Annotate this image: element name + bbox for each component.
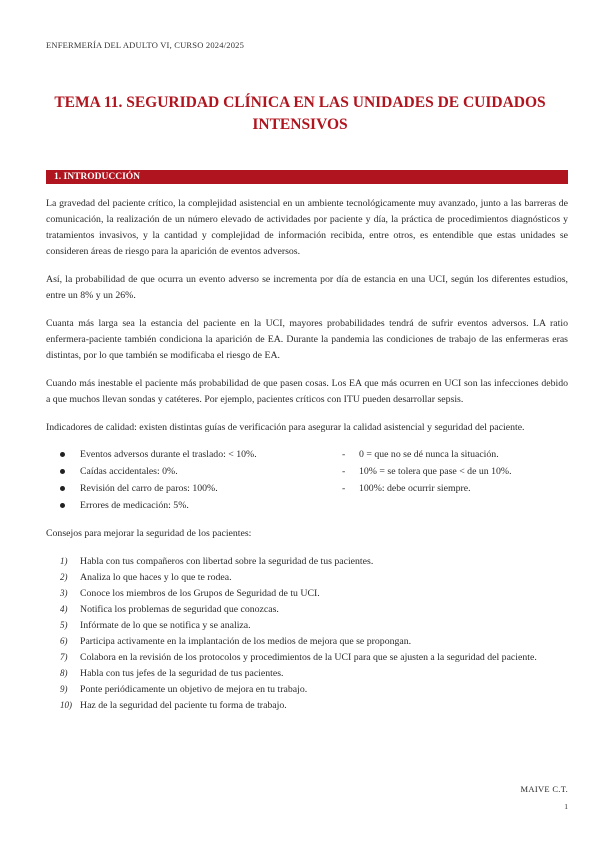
list-item: 2) Analiza lo que haces y lo que te rodea. [60, 572, 232, 583]
list-item: 8) Habla con tus jefes de la seguridad de tus pacientes. [60, 668, 284, 679]
paragraph-1: La gravedad del paciente crítico, la complejidad asistencial en un ambiente tecnológicamente muy avanzado, junto a las barreras de comunicación, la realización de un número elevado de actividades por paciente y día, la práctica de procedimientos diagnósticos y tratamientos invasivos, y la cantidad y complejidad de información recibida, entre otros, es entendible que estas unidades se consideren áreas de riesgo para la aparición de eventos adversos. [46, 198, 568, 257]
paragraph-2: Así, la probabilidad de que ocurra un evento adverso se incrementa por día de estancia en una UCI, según los diferentes estudios, entre un 8% y un 26%. [46, 274, 568, 301]
list-item: Caídas accidentales: 0%. [60, 463, 342, 480]
page-number: 1 [564, 802, 568, 811]
list-item: Eventos adversos durante el traslado: < 10%. [60, 446, 342, 463]
list-item: 1) Habla con tus compañeros con libertad sobre la seguridad de tus pacientes. [60, 556, 374, 567]
page-header: ENFERMERÍA DEL ADULTO VI, CURSO 2024/2025 [46, 40, 245, 50]
indicator-list [46, 446, 342, 514]
list-item: 10) Haz de la seguridad del paciente tu forma de trabajo. [60, 700, 287, 711]
list-item: 3) Conoce los miembros de los Grupos de Seguridad de tu UCI. [60, 588, 320, 599]
dash-icon: - [342, 466, 346, 477]
list-item: 7) Colabora en la revisión de los protocolos y procedimientos de la UCI para que se ajusten a la seguridad del paciente. [60, 652, 537, 663]
list-item: - 0 = que no se dé nunca la situación. [342, 446, 512, 463]
footer-author: MAIVE C.T. [520, 784, 568, 794]
page-title [40, 92, 560, 136]
bullet-icon [60, 503, 65, 508]
list-item: - 10% = se tolera que pase < de un 10%. [342, 463, 512, 480]
main-content [46, 196, 568, 714]
paragraph-4: Cuando más inestable el paciente más probabilidad de que pasen cosas. Los EA que más ocurren en UCI son las infecciones debido a que muchos llevan sondas y catéteres. Por ejemplo, pacientes críticos con ITU pueden desarrollar sepsis. [46, 378, 568, 405]
list-item: Revisión del carro de paros: 100%. [60, 480, 342, 497]
bullet-icon [60, 469, 65, 474]
bullet-icon [60, 452, 65, 457]
dash-icon: - [342, 483, 346, 494]
threshold-list [342, 446, 512, 514]
advice-intro: Consejos para mejorar la seguridad de los pacientes: [46, 528, 252, 539]
list-item: - 100%: debe ocurrir siempre. [342, 480, 512, 497]
list-item: 9) Ponte periódicamente un objetivo de mejora en tu trabajo. [60, 684, 308, 695]
paragraph-5: Indicadores de calidad: existen distintas guías de verificación para asegurar la calidad asistencial y seguridad del paciente. [46, 422, 525, 433]
list-item: Errores de medicación: 5%. [60, 497, 342, 514]
dash-icon: - [342, 449, 346, 460]
list-item: 6) Participa activamente en la implantación de los medios de mejora que se propongan. [60, 636, 412, 647]
section-heading: 1. INTRODUCCIÓN [46, 170, 568, 184]
bullet-icon [60, 486, 65, 491]
paragraph-3: Cuanta más larga sea la estancia del paciente en la UCI, mayores probabilidades tendrá de sufrir eventos adversos. LA ratio enfermera-paciente también condiciona la aparición de EA. Durante la pandemia las condiciones de trabajo de las enfermeras eras distintas, por lo que también se modificaba el riesgo de EA. [46, 318, 568, 361]
title-line-2: INTENSIVOS [252, 116, 348, 133]
advice-list [46, 554, 568, 714]
title-line-1: TEMA 11. SEGURIDAD CLÍNICA EN LAS UNIDADES DE CUIDADOS [54, 94, 546, 111]
list-item: 4) Notifica los problemas de seguridad que conozcas. [60, 604, 279, 615]
list-item: 5) Infórmate de lo que se notifica y se analiza. [60, 620, 251, 631]
indicators-block [46, 446, 568, 514]
